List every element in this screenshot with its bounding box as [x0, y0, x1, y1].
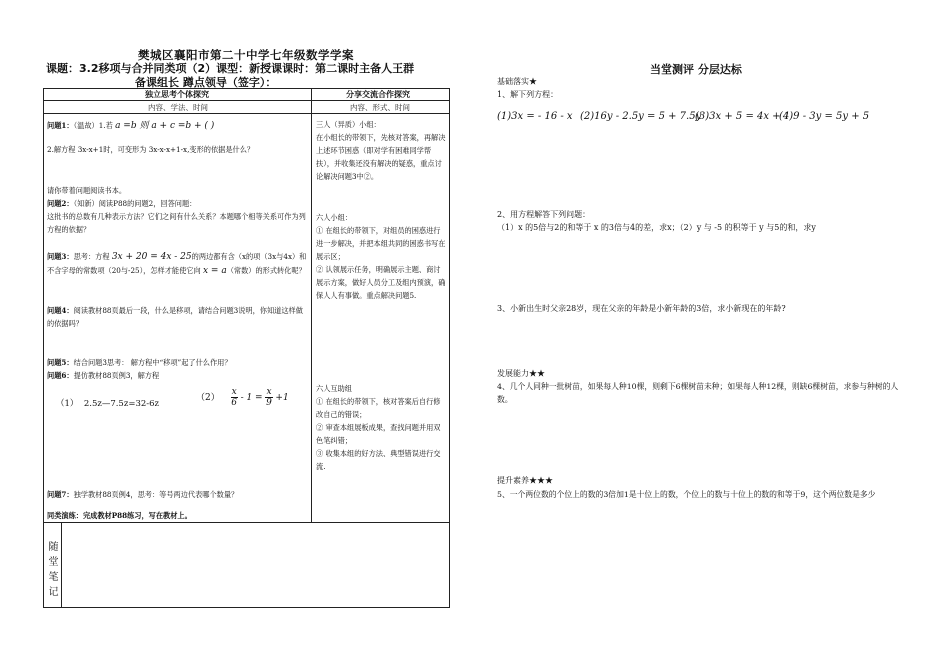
basic-level-heading: 基础落实★ — [497, 77, 537, 86]
col2-subheader: 内容、形式、时间 — [350, 103, 410, 112]
group6a-title: 六人小组： — [316, 213, 352, 222]
notes-divider — [43, 522, 449, 523]
question-1-part3: 请你带着问题阅读书本。 — [47, 186, 127, 195]
practice-note: 同类演练：完成教材P88练习，写在教材上。 — [47, 511, 192, 520]
question-4: 问题4：阅读教材88页最后一段，什么是移项，请结合问题3说明，你知道这样做的依据吗？ — [47, 306, 303, 328]
problem-2: 2、用方程解答下列问题： — [497, 210, 591, 219]
group6b-text3: ③ 收集本组的好方法、典型错误进行交流. — [316, 449, 441, 471]
develop-level-heading: 发展能力★★ — [497, 369, 545, 378]
group3-text: 在小组长的带领下，先核对答案，再解决上述环节困惑（即对学有困难同学帮扶），并收集还没有解决的疑惑，重点讨论解决问题3中②。 — [316, 133, 446, 181]
equation-6-2: （2） $\frac{x}{6}$ - 1 = $\frac{x}{9}$ +1 — [196, 387, 289, 408]
improve-level-heading: 提升素养★★★ — [497, 476, 553, 485]
problem-4: 4、几个人同种一批树苗，如果每人种10棵，则剩下6棵树苗未种；如果每人种12棵，则缺6棵树苗，求参与种树的人数。 — [497, 382, 899, 404]
problem-5: 5、一个两位数的个位上的数的3倍加1是十位上的数，个位上的数与十位上的数的和等于9，这个两位数是多少 — [497, 490, 876, 499]
problem-1-eq3: (3)3x + 5 = 4x + 1 — [695, 111, 791, 122]
equation-6-1: （1） 2.5z—7.5z=32-6z — [56, 399, 160, 409]
question-5: 问题5：结合问题3思考： 解方程中“移项”起了什么作用？ — [47, 358, 232, 367]
question-2: 问题2：（知新）阅读P88的问题2，回答问题： — [47, 199, 197, 208]
group6a-text1: ① 在组长的带领下，对组员的困惑进行进一步解决，并把本组共同的困惑书写在展示区； — [316, 226, 446, 261]
problem-1-eq1: (1)3x = - 16 - x — [497, 111, 573, 122]
problem-3: 3、小新出生时父亲28岁，现在父亲的年龄是小新年龄的3倍，求小新现在的年龄? — [497, 304, 786, 313]
lesson-info: 课题：3.2移项与合并同类项（2）课型：新授课课时：第二课时主备人王群 — [46, 62, 415, 75]
col2-header: 分享交流合作探究 — [346, 90, 410, 99]
question-3: 问题3：思考：方程 3x + 20 = 4x - 25的两边都有含（x的项（3x与4x）和不含字母的常数项（20与-25），怎样才能使它向 x = a（常数）的形式转化呢？ — [47, 252, 307, 276]
notes-label-divider — [61, 522, 62, 607]
question-6: 问题6：提仿教材88页例3，解方程 — [47, 371, 160, 380]
problem-1-eq4: (4)9 - 3y = 5y + 5 — [779, 111, 870, 122]
question-7: 问题7：独学教材88页例4，思考：等号两边代表哪个数量？ — [47, 490, 239, 499]
group3-title: 三人（异质）小组： — [316, 120, 381, 129]
problem-2-text: （1）x 的5倍与2的和等于 x 的3倍与4的差，求x；（2）y 与 -5 的积等于 y 与5的和，求y — [497, 223, 816, 232]
question-1: 问题1：（温故）1.若 a =b 则 a + c =b + ( ) — [47, 121, 215, 131]
col1-subheader: 内容、学法、时间 — [148, 103, 208, 112]
question-1-part2: 2.解方程 3x-x+1时，可变形为 3x-x-x+1-x,变形的依据是什么？ — [47, 145, 255, 154]
group6b-text2: ② 审查本组展板成果，查找问题并用双色笔纠错； — [316, 423, 441, 445]
problem-1: 1、解下列方程： — [497, 90, 559, 99]
school-title: 樊城区襄阳市第二十中学七年级数学学案 — [138, 48, 354, 62]
lesson-info-line3: 备课组长 蹲点领导（签字）： — [135, 76, 277, 89]
question-2-detail: 这批书的总数有几种表示方法？它们之间有什么关系？本题哪个相等关系可作为列方程的依据？ — [47, 212, 306, 234]
subheader-divider — [43, 113, 449, 114]
group6a-text2: ② 认领展示任务，明确展示主题、商讨展示方案，做好人员分工及组内预演，确保人人有事做。重点解决问题5. — [316, 265, 446, 300]
group6b-title: 六人互助组 — [316, 384, 352, 393]
problem-1-eq2: (2)16y - 2.5y = 5 + 7.5y — [580, 111, 702, 122]
right-title: 当堂测评 分层达标 — [650, 63, 742, 76]
group6b-text1: ① 在组长的带领下，核对答案后自行修改自己的错误； — [316, 397, 441, 419]
column-divider — [311, 88, 312, 522]
col1-header: 独立思考个体探究 — [145, 90, 209, 99]
notes-label: 随堂笔记 — [46, 541, 57, 601]
